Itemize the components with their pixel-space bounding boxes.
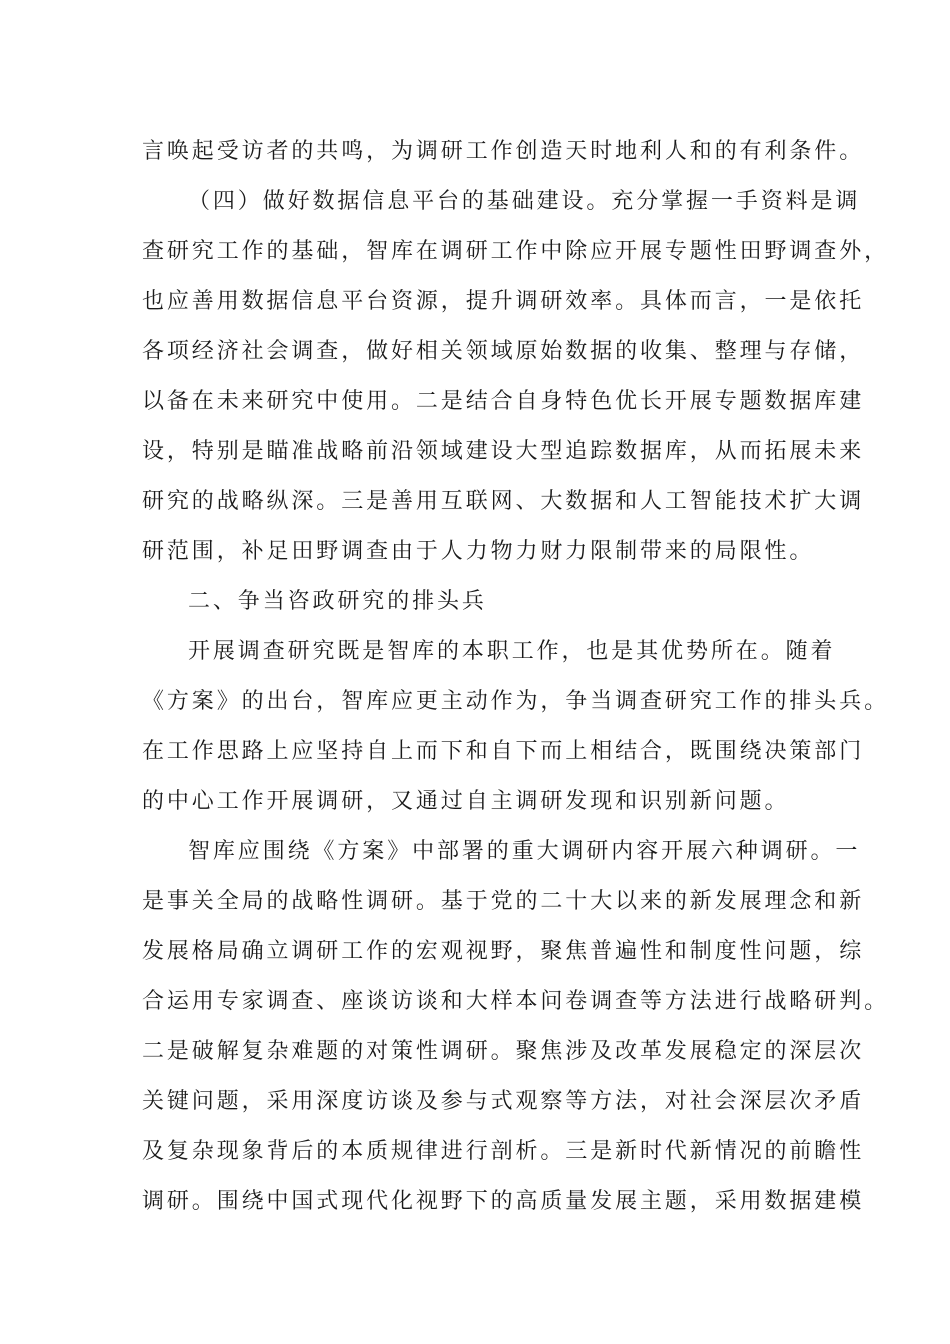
text-line: 以备在未来研究中使用。二是结合自身特色优长开展专题数据库建 [142, 389, 865, 414]
text-line: 调研。围绕中国式现代化视野下的高质量发展主题，采用数据建模 [142, 1189, 865, 1214]
text-line: 《方案》的出台，智库应更主动作为，争当调查研究工作的排头兵。 [142, 689, 890, 714]
text-line: 查研究工作的基础，智库在调研工作中除应开展专题性田野调查外， [142, 239, 890, 264]
paragraph-start-line: 智库应围绕《方案》中部署的重大调研内容开展六种调研。一 [188, 839, 861, 864]
text-line: 发展格局确立调研工作的宏观视野，聚焦普遍性和制度性问题，综 [142, 939, 865, 964]
text-line: 各项经济社会调查，做好相关领域原始数据的收集、整理与存储， [142, 339, 865, 364]
text-line: 的中心工作开展调研，又通过自主调研发现和识别新问题。 [142, 789, 790, 814]
text-line: 也应善用数据信息平台资源，提升调研效率。具体而言，一是依托 [142, 289, 865, 314]
paragraph-start-line: 开展调查研究既是智库的本职工作，也是其优势所在。随着 [188, 639, 836, 664]
text-line: 研究的战略纵深。三是善用互联网、大数据和人工智能技术扩大调 [142, 489, 865, 514]
text-line: 关键问题，采用深度访谈及参与式观察等方法，对社会深层次矛盾 [142, 1089, 865, 1114]
section-heading: 二、争当咨政研究的排头兵 [188, 589, 487, 614]
text-line: 及复杂现象背后的本质规律进行剖析。三是新时代新情况的前瞻性 [142, 1139, 865, 1164]
text-line: 合运用专家调查、座谈访谈和大样本问卷调查等方法进行战略研判。 [142, 989, 890, 1014]
text-line: 是事关全局的战略性调研。基于党的二十大以来的新发展理念和新 [142, 889, 865, 914]
text-line: 在工作思路上应坚持自上而下和自下而上相结合，既围绕决策部门 [142, 739, 865, 764]
text-line: 言唤起受访者的共鸣，为调研工作创造天时地利人和的有利条件。 [142, 139, 865, 164]
section-heading-line: （四）做好数据信息平台的基础建设。充分掌握一手资料是调 [188, 189, 861, 214]
text-line: 二是破解复杂难题的对策性调研。聚焦涉及改革发展稳定的深层次 [142, 1039, 865, 1064]
text-line: 设，特别是瞄准战略前沿领域建设大型追踪数据库，从而拓展未来 [142, 439, 865, 464]
text-line: 研范围，补足田野调查由于人力物力财力限制带来的局限性。 [142, 539, 815, 564]
